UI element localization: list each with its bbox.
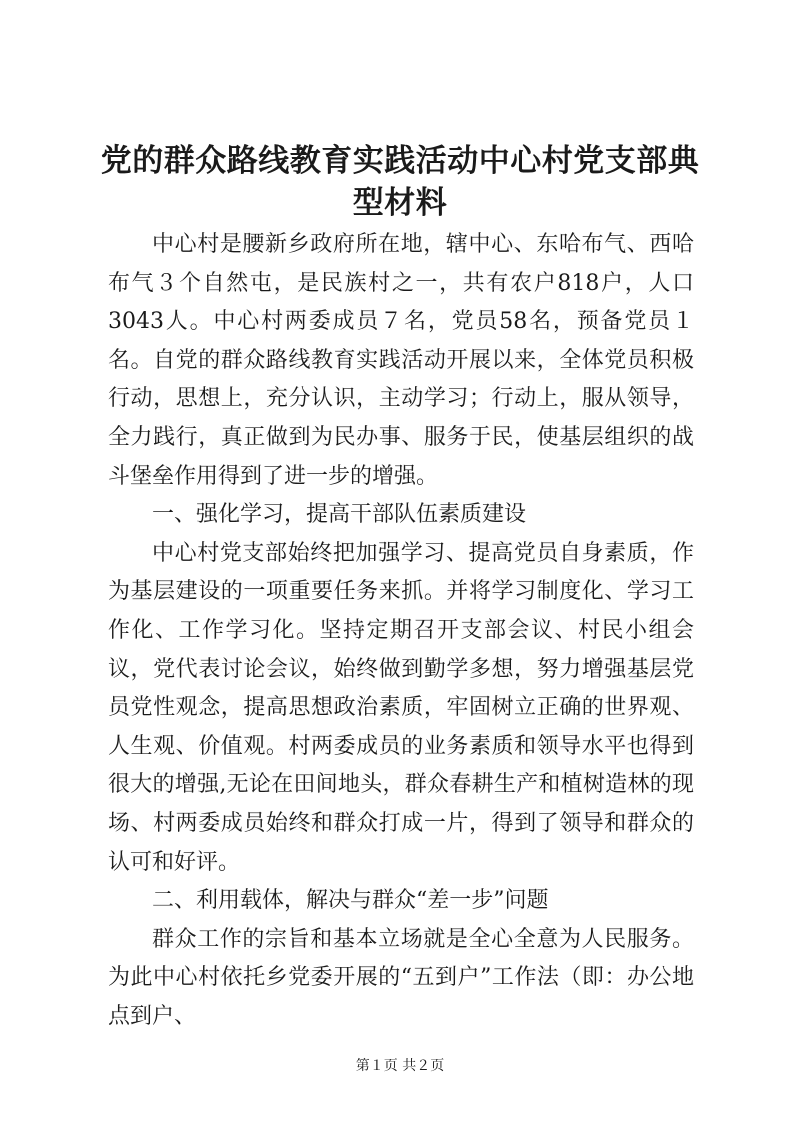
- section-heading-1: 一、强化学习，提高干部队伍素质建设: [152, 502, 527, 528]
- document-title: 党的群众路线教育实践活动中心村党支部典型材料: [100, 143, 700, 221]
- section-1-paragraph: 中心村党支部始终把加强学习、提高党员自身素质，作为基层建设的一项重要任务来抓。并将学习制度化、学习工作化、工作学习化。坚持定期召开支部会议、村民小组会议，党代表讨论会议，始终做到勤学多想，努力增强基层党员党性观念，提高思想政治素质，牢固树立正确的世界观、人生观、价值观。村两委成员的业务素质和领导水平也得到很大的增强,无论在田间地头，群众春耕生产和植树造林的现场、村两委成员始终和群众打成一片，得到了领导和群众的认可和好评。: [108, 540, 694, 875]
- section-heading-2: 二、利用载体，解决与群众“差一步”问题: [152, 888, 549, 914]
- intro-paragraph: 中心村是腰新乡政府所在地，辖中心、东哈布气、西哈布气３个自然屯，是民族村之一，共有农户818户，人口3043人。中心村两委成员７名，党员58名，预备党员１名。自党的群众路线教育实践活动开展以来，全体党员积极行动，思想上，充分认识，主动学习；行动上，服从领导，全力践行，真正做到为民办事、服务于民，使基层组织的战斗堡垒作用得到了进一步的增强。: [108, 232, 694, 489]
- page-number-footer: 第１页 共２页: [355, 1058, 445, 1074]
- section-2-paragraph: 群众工作的宗旨和基本立场就是全心全意为人民服务。为此中心村依托乡党委开展的“五到户”工作法（即：办公地点到户、: [108, 926, 694, 1029]
- document-body: [108, 226, 694, 1036]
